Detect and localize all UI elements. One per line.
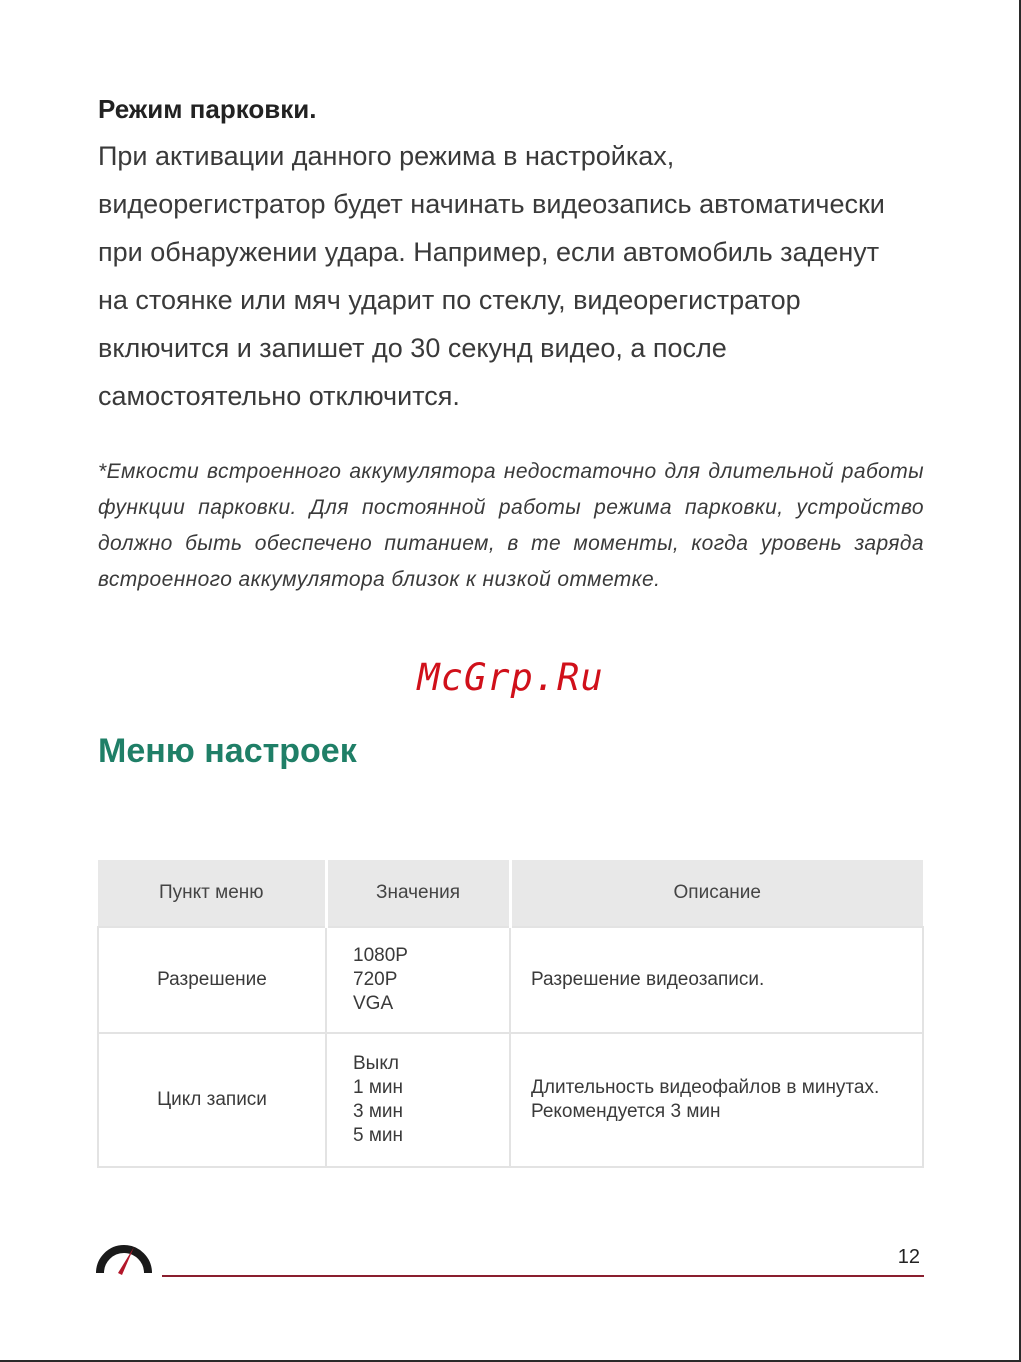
header-description: Описание [510,860,923,927]
description-line: на стоянке или мяч ударит по стеклу, видеорегистратор [98,285,801,315]
value-option: 5 мин [353,1125,404,1146]
table-row [98,1033,923,1167]
description-line: самостоятельно отключится. [98,381,460,411]
table-header-row [98,860,923,927]
parking-title: Режим парковки. [98,94,317,124]
header-menu-item: Пункт меню [98,860,326,927]
header-values: Значения [326,860,510,927]
parking-section [98,92,924,598]
value-option: Выкл [353,1053,399,1074]
value-option: VGA [353,993,394,1014]
cell-description [510,927,923,1033]
description-line: включится и запишет до 30 секунд видео, а после [98,333,727,363]
description-line: При активации данного режима в настройках, [98,141,675,171]
menu-heading: Меню настроек [98,732,357,770]
settings-table [97,860,924,1168]
description-line: видеорегистратор будет начинать видеозапись автоматически [98,189,885,219]
description-text: Рекомендуется 3 мин [531,1101,721,1122]
watermark-text: McGrp.Ru [417,656,604,699]
page-number: 12 [897,1246,920,1268]
value-option: 1 мин [353,1077,404,1098]
cell-description [510,1033,923,1167]
speedometer-icon [94,1233,154,1279]
parking-description [98,132,924,420]
table-row [98,927,923,1033]
description-text: Длительность видеофайлов в минутах. [531,1077,880,1098]
cell-menu-item: Цикл записи [98,1033,326,1167]
value-option: 3 мин [353,1101,404,1122]
cell-values [326,927,510,1033]
value-option: 720P [353,969,398,990]
cell-menu-item: Разрешение [98,927,326,1033]
description-line: при обнаружении удара. Например, если автомобиль заденут [98,237,880,267]
battery-note: *Емкости встроенного аккумулятора недостаточно для длительной работы функции парковки. Для постоянной работы режима парковки, устройство должно быть обеспечено питанием, в те моменты, когда уровень заряда встроенного аккумулятора близок к низкой отметке. [98,460,924,591]
footer-line [162,1275,924,1277]
value-option: 1080P [353,945,408,966]
description-text: Разрешение видеозаписи. [531,969,765,990]
cell-values [326,1033,510,1167]
